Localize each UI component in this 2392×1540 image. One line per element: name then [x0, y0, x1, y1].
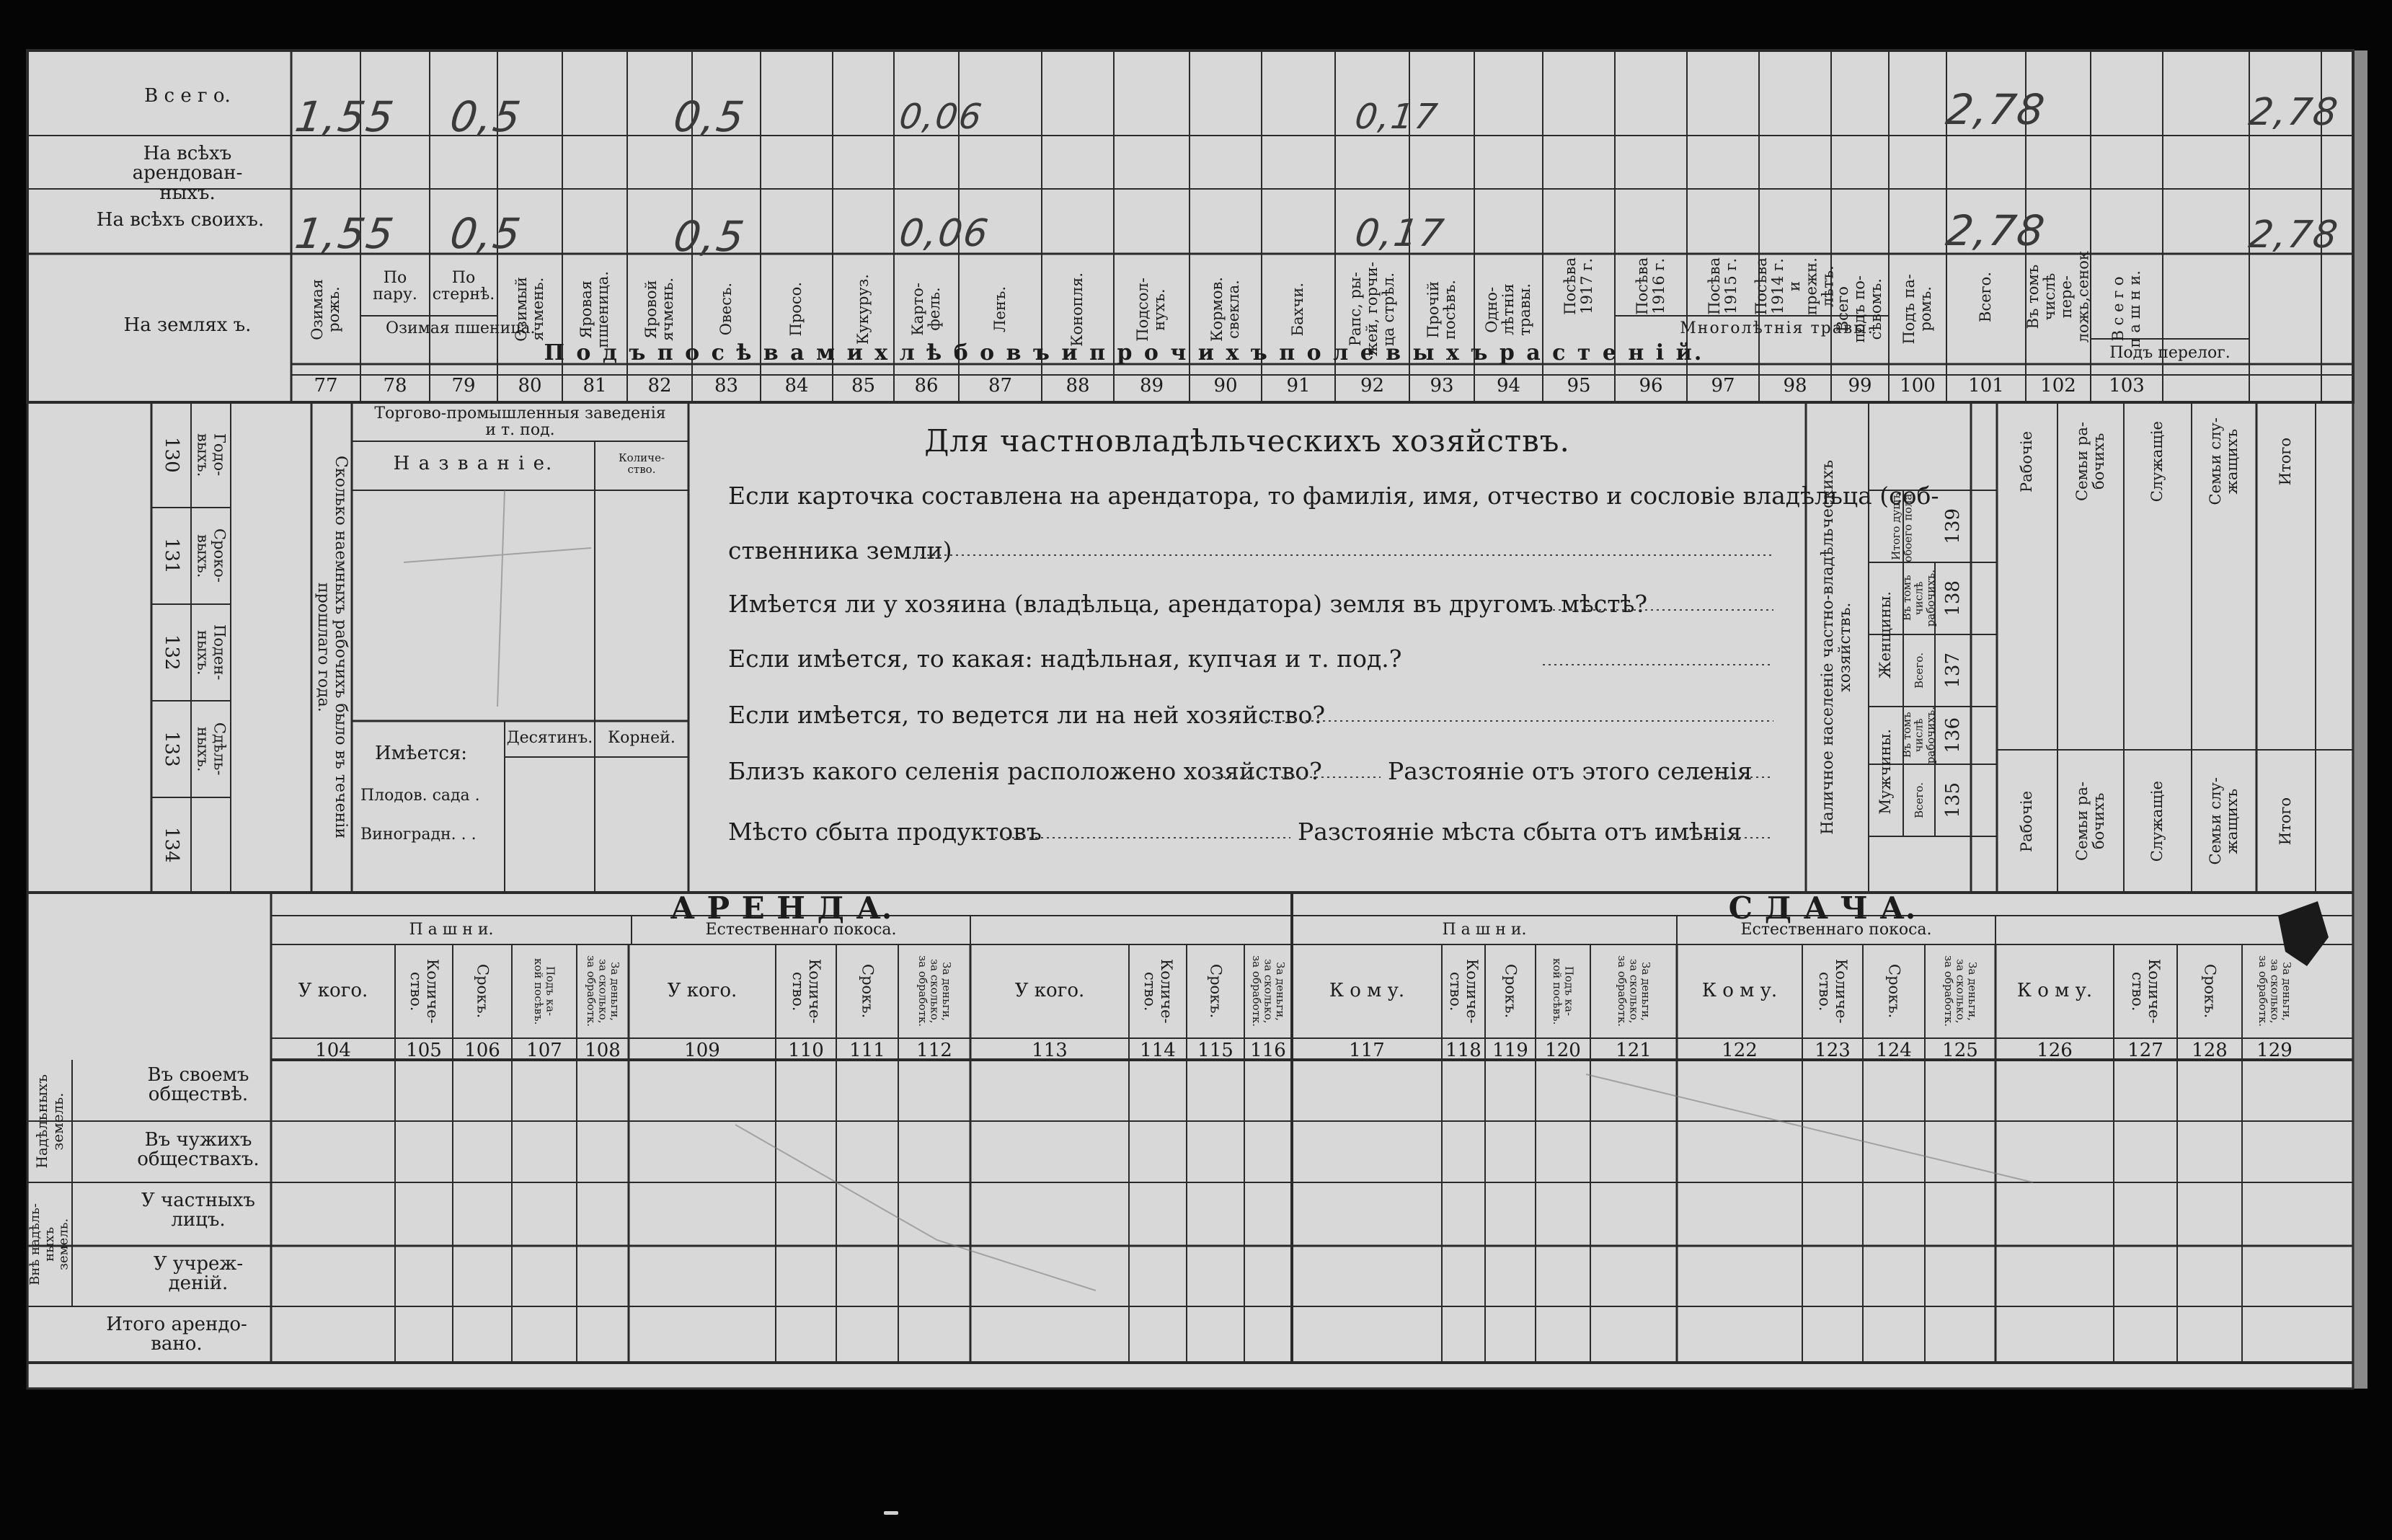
bottom-col-header	[1485, 946, 1536, 1037]
top-col-number: 96	[1639, 375, 1663, 397]
row-label-arendovannykh: На всѣхъ арендован- ныхъ.	[132, 143, 243, 204]
top-col-label: Кормов. свекла.	[1208, 277, 1242, 342]
top-col-label: Просо.	[787, 282, 805, 337]
vinograd-label: Виноградн. . .	[360, 826, 477, 844]
bottom-col-header	[1442, 946, 1485, 1037]
top-col-number: 79	[451, 375, 476, 397]
itogo-dush-label: Итого душъ обоего пола.	[1889, 490, 1914, 562]
bottom-col-header	[898, 946, 970, 1037]
sdacha-title: С Д А Ч А.	[1728, 890, 1917, 926]
bottom-col-label: Срокъ.	[1207, 964, 1225, 1019]
left-col-number: 133	[160, 731, 182, 767]
bottom-col-number: 125	[1942, 1040, 1978, 1061]
hw-vsego-82: 0,5	[670, 92, 749, 141]
bottom-col-label: За деньги, за сколько, за обработк.	[916, 955, 953, 1027]
bottom-col-header	[577, 946, 629, 1037]
col-num-137: 137	[1941, 652, 1964, 689]
top-col-label: Озимый ячмень.	[512, 277, 546, 342]
top-col-label: Озимая рожь.	[308, 278, 342, 340]
row-v-chuzhikh: Въ чужихъ обществахъ.	[137, 1129, 260, 1171]
bottom-col-header	[1677, 946, 1802, 1037]
bottom-col-label: К о м у.	[1701, 980, 1778, 1002]
z-vtom-label: Въ томъ числѣ рабочихъ.	[1900, 570, 1938, 627]
bottom-col-label: Количе- ство.	[1816, 959, 1851, 1024]
bottom-col-label: К о м у.	[1329, 980, 1405, 1002]
bottom-col-header	[2114, 946, 2177, 1037]
top-col-label: По стернѣ.	[432, 268, 495, 304]
top-col-label: Карто- фель.	[908, 283, 943, 336]
bottom-col-number: 106	[464, 1040, 500, 1061]
m-vtom-label: Въ томъ числѣ рабочихъ.	[1900, 707, 1938, 764]
top-col-number: 95	[1567, 375, 1591, 397]
bottom-col-label: Количе- ство.	[1447, 959, 1481, 1024]
bottom-col-label: Количе- ство.	[2129, 959, 2163, 1024]
bottom-col-number: 126	[2037, 1040, 2073, 1061]
bottom-col-number: 108	[585, 1040, 621, 1061]
top-col-label: Подсол- нухъ.	[1134, 277, 1169, 342]
population-title-cell	[1806, 402, 1869, 893]
bottom-col-number: 116	[1250, 1040, 1286, 1061]
right-category-label: Итого	[2277, 797, 2295, 846]
question-market-distance: Разстоянiе мѣста сбыта отъ имѣнiя	[1298, 818, 1742, 846]
pod-perelog-label: Подъ перелог.	[2109, 344, 2231, 362]
top-col-number: 78	[383, 375, 407, 397]
num-138-cell	[1935, 562, 1971, 634]
hw-svoikh-77: 1,55	[292, 209, 398, 258]
bottom-col-label: Подъ ка- кой посѣвъ.	[532, 957, 557, 1025]
bottom-col-label: Количе- ство.	[789, 959, 824, 1024]
bottom-col-number: 128	[2192, 1040, 2228, 1061]
bottom-col-header	[1863, 946, 1925, 1037]
bottom-col-header	[1536, 946, 1590, 1037]
right-category-label: Рабочiе	[2018, 790, 2036, 852]
bottom-col-header	[776, 946, 836, 1037]
right-category-label: Служащiе	[2148, 420, 2166, 503]
row-label-svoikh: На всѣхъ своихъ.	[96, 209, 265, 231]
top-col-number: 85	[851, 375, 876, 397]
hw-svoikh-85: 0,06	[896, 212, 992, 255]
bottom-col-number: 104	[315, 1040, 351, 1061]
z-vtom-cell	[1900, 562, 1938, 634]
bottom-col-header	[395, 946, 453, 1037]
bottom-col-label: У кого.	[667, 980, 737, 1002]
bottom-col-number: 122	[1722, 1040, 1758, 1061]
question-village-distance: Разстоянiе отъ этого селенiя	[1388, 757, 1753, 785]
right-category-cell	[1997, 404, 2057, 519]
bottom-col-number: 127	[2127, 1040, 2163, 1061]
left-col-label: Годо- выхъ.	[194, 433, 229, 477]
bottom-col-label: Срокъ.	[1885, 964, 1903, 1019]
m-vsego-label: Всего.	[1912, 782, 1926, 818]
hw-vsego-85: 0,06	[897, 97, 985, 137]
top-col-label: Кукуруз.	[854, 273, 872, 345]
bottom-col-number: 118	[1445, 1040, 1481, 1061]
top-col-number: 87	[988, 375, 1013, 397]
col-num-135: 135	[1941, 782, 1964, 818]
top-col-label: Ленъ.	[991, 286, 1009, 332]
bottom-col-number: 114	[1140, 1040, 1176, 1061]
top-col-number: 91	[1286, 375, 1311, 397]
row-itogo-arendovano: Итого арендо- вано.	[106, 1314, 247, 1355]
bottom-col-label: Срокъ.	[859, 964, 877, 1019]
imeetsya-label: Имѣется:	[375, 743, 468, 764]
bottom-col-header	[970, 946, 1129, 1037]
pokos-header-sdacha: Естественнаго покоса.	[1740, 921, 1932, 939]
left-col-label: Сроко- выхъ.	[194, 528, 229, 583]
z-vsego-cell	[1903, 634, 1935, 707]
bottom-col-label: Срокъ.	[1502, 964, 1520, 1019]
desyatin-header: Десятинъ.	[506, 729, 593, 747]
top-col-label: Овесъ.	[717, 283, 735, 336]
pashni-header-arenda: П а ш н и.	[409, 921, 494, 939]
top-col-number: 86	[914, 375, 939, 397]
bottom-col-header	[1244, 946, 1292, 1037]
question-owner-cont: ственника земли)	[728, 536, 952, 565]
bottom-col-number: 105	[406, 1040, 442, 1061]
top-col-number: 103	[2109, 375, 2145, 397]
zhenshchiny-label: Женщины.	[1877, 590, 1895, 678]
pashni-header-sdacha: П а ш н и.	[1442, 921, 1527, 939]
row-v-svoem: Въ своемъ обществѣ.	[147, 1064, 249, 1106]
bottom-col-header	[1995, 946, 2114, 1037]
trade-title: Торгово-промышленныя заведенiя и т. под.	[374, 404, 666, 440]
bottom-col-header	[1925, 946, 1995, 1037]
bottom-col-header	[271, 946, 395, 1037]
bottom-col-label: За деньги, за сколько, за обработк.	[584, 955, 621, 1027]
bottom-col-header	[512, 946, 577, 1037]
hw-vsego-103: 2,78	[2246, 91, 2342, 134]
bottom-col-number: 119	[1492, 1040, 1528, 1061]
bottom-col-number: 107	[526, 1040, 562, 1061]
top-col-label: Конопля.	[1068, 272, 1086, 347]
question-farming: Если имѣется, то ведется ли на ней хозяйство?	[728, 701, 1326, 729]
row-label-vsego: В с е г о.	[144, 85, 231, 107]
right-category-cell	[2256, 404, 2316, 519]
right-category-label: Семьи ра- бочихъ	[2073, 422, 2107, 501]
bottom-col-header	[453, 946, 512, 1037]
right-category-cell	[2256, 753, 2316, 890]
private-farms-title: Для частновладѣльческихъ хозяйствъ.	[924, 423, 1570, 459]
arenda-title: А Р Е Н Д А.	[670, 890, 893, 926]
top-col-label: По пару.	[373, 268, 417, 304]
hw-svoikh-99: 2,78	[1943, 206, 2049, 255]
bottom-col-header	[1802, 946, 1863, 1037]
bottom-col-number: 112	[916, 1040, 952, 1061]
zhenshchiny-cell	[1869, 562, 1903, 707]
right-category-label: Рабочiе	[2018, 430, 2036, 492]
top-col-number: 102	[2040, 375, 2076, 397]
hw-svoikh-80: 0,5	[447, 209, 526, 258]
row-u-uchrezhdeniy: У учреж- денiй.	[153, 1253, 244, 1295]
top-col-label: Прочiй посѣвъ.	[1424, 279, 1458, 340]
left-col-label: Поден- ныхъ.	[194, 624, 229, 681]
top-col-number: 100	[1900, 375, 1936, 397]
top-col-number: 81	[583, 375, 607, 397]
left-col-number: 134	[160, 827, 182, 863]
top-col-label: Всего.	[1977, 272, 1995, 322]
hw-vsego-77: 1,55	[292, 92, 398, 141]
bottom-col-header	[629, 946, 776, 1037]
top-col-number: 89	[1139, 375, 1164, 397]
top-col-number: 84	[784, 375, 809, 397]
bottom-col-label: К о м у.	[2016, 980, 2093, 1002]
trade-qty-header: Количе- ство.	[618, 451, 665, 476]
bottom-col-number: 121	[1616, 1040, 1652, 1061]
bottom-col-label: У кого.	[298, 980, 368, 1002]
group-vne-cell	[27, 1182, 72, 1306]
left-col-number: 131	[160, 538, 182, 574]
top-col-number: 77	[314, 375, 338, 397]
top-col-label: Рапс, ры- жей, горчи- ца стрѣл.	[1346, 262, 1398, 357]
top-col-label: Всего подъ по- сѣвомъ.	[1834, 275, 1885, 343]
sad-label: Плодов. сада .	[360, 787, 480, 805]
top-col-number: 88	[1066, 375, 1090, 397]
right-category-cell	[2192, 753, 2256, 890]
num-139-cell	[1935, 490, 1971, 562]
top-col-label: Посѣва 1915 г.	[1705, 257, 1740, 315]
group-vne: Внѣ надѣль- ныхъ земель.	[27, 1203, 71, 1285]
m-vtom-cell	[1900, 707, 1938, 764]
left-col-number: 130	[160, 437, 182, 473]
top-col-number: 93	[1430, 375, 1454, 397]
top-col-number: 97	[1711, 375, 1735, 397]
top-col-number: 98	[1783, 375, 1807, 397]
hw-svoikh-91: 0,17	[1352, 212, 1448, 255]
itogo-dush-cell	[1869, 490, 1935, 562]
bottom-col-label: Количе- ство.	[407, 959, 442, 1024]
top-col-number: 92	[1360, 375, 1385, 397]
bottom-col-number: 124	[1876, 1040, 1912, 1061]
bottom-col-header	[836, 946, 898, 1037]
top-col-label: Одно- лѣтнiя травы.	[1482, 283, 1534, 336]
top-col-label: Яровой ячмень.	[642, 278, 676, 341]
right-category-label: Итого	[2277, 437, 2295, 486]
bottom-col-number: 113	[1032, 1040, 1068, 1061]
hw-svoikh-103: 2,78	[2246, 213, 2342, 257]
top-col-number: 80	[518, 375, 542, 397]
bottom-col-number: 123	[1815, 1040, 1851, 1061]
ozimaya-pshenitsa-label: Озимая пшеница.	[386, 319, 536, 337]
right-category-cell	[2124, 404, 2192, 519]
m-vsego-cell	[1903, 764, 1935, 836]
top-col-label: Бахчи.	[1289, 282, 1307, 337]
hw-vsego-99: 2,78	[1943, 85, 2049, 134]
right-category-label: Семьи слу- жащихъ	[2206, 417, 2241, 505]
bottom-col-label: Срокъ.	[474, 964, 492, 1019]
bottom-col-label: Срокъ.	[2201, 964, 2219, 1019]
left-col-number: 132	[160, 634, 182, 671]
top-col-number: 83	[714, 375, 739, 397]
workers-title: Сколько наемныхъ рабочихъ было въ теченiи прошлаго года.	[314, 456, 350, 839]
muzhchiny-cell	[1869, 707, 1903, 836]
bottom-col-label: За деньги, за сколько, за обработк.	[2256, 955, 2293, 1027]
trade-name-header: Н а з в а н i е.	[393, 453, 554, 474]
bottom-col-header	[1590, 946, 1677, 1037]
num-135-cell	[1935, 764, 1971, 836]
bottom-col-label: За деньги, за сколько, за обработк.	[1615, 955, 1652, 1027]
korney-header: Корней.	[608, 729, 675, 747]
bottom-col-number: 115	[1197, 1040, 1233, 1061]
bottom-col-label: Подъ ка- кой посѣвъ.	[1551, 957, 1576, 1025]
question-other-land: Имѣется ли у хозяина (владѣльца, арендатора) земля въ другомъ мѣстѣ?	[728, 590, 1648, 618]
bottom-col-number: 109	[684, 1040, 720, 1061]
group-nadelnykh-cell	[27, 1060, 72, 1182]
bottom-col-number: 110	[788, 1040, 824, 1061]
bottom-col-header	[1187, 946, 1244, 1037]
hw-vsego-91: 0,17	[1352, 97, 1441, 137]
top-col-number: 90	[1213, 375, 1238, 397]
hw-svoikh-82: 0,5	[670, 212, 749, 261]
population-title: Наличное населенiе частно-владѣльческихъ хозяйствъ.	[1819, 460, 1855, 835]
col-num-136: 136	[1941, 717, 1964, 753]
top-col-number: 82	[647, 375, 672, 397]
bottom-col-header	[1129, 946, 1187, 1037]
question-market: Мѣсто сбыта продуктовъ	[728, 818, 1042, 846]
bottom-col-label: У кого.	[1014, 980, 1085, 1002]
col-num-139: 139	[1941, 508, 1964, 544]
right-category-label: Семьи ра- бочихъ	[2073, 782, 2107, 861]
top-col-number: 101	[1968, 375, 2004, 397]
row-u-chastnykh: У частныхъ лицъ.	[141, 1190, 255, 1231]
right-category-cell	[2124, 753, 2192, 890]
bottom-col-number: 111	[849, 1040, 885, 1061]
num-137-cell	[1935, 634, 1971, 707]
bottom-col-label: Количе- ство.	[1141, 959, 1176, 1024]
right-category-label: Семьи слу- жащихъ	[2206, 777, 2241, 865]
question-village: Близъ какого селенiя расположено хозяйство?	[728, 757, 1322, 785]
top-col-label: Подъ па- ромъ.	[1900, 274, 1934, 345]
right-category-cell	[2192, 404, 2256, 519]
group-nadelnykh: Надѣльныхъ земель.	[33, 1074, 66, 1169]
hw-vsego-80: 0,5	[447, 92, 526, 141]
col-num-138: 138	[1941, 580, 1964, 616]
left-col-label: Сдѣль- ныхъ.	[194, 722, 229, 776]
bottom-col-header	[2242, 946, 2307, 1037]
top-col-label: В с е г о п а ш н и.	[2109, 270, 2143, 348]
right-category-label: Служащiе	[2148, 780, 2166, 862]
top-col-number: 94	[1496, 375, 1521, 397]
right-category-cell	[1997, 753, 2057, 890]
num-136-cell	[1935, 707, 1971, 764]
bottom-col-header	[1292, 946, 1442, 1037]
z-vsego-label: Всего.	[1912, 652, 1926, 689]
muzhchiny-label: Мужчины.	[1877, 728, 1895, 815]
top-col-label: Посѣва 1914 г. и прежн. лѣтъ.	[1753, 257, 1837, 315]
bottom-col-number: 120	[1545, 1040, 1581, 1061]
top-col-label: Яровая пшеница.	[577, 270, 611, 348]
top-col-label: Посѣва 1916 г.	[1633, 257, 1667, 315]
section-banner: П о д ъ п о с ѣ в а м и х л ѣ б о в ъ и п р о ч и х ъ п о л е в ы х ъ р а с т е н i й.	[544, 340, 1704, 366]
question-land-type: Если имѣется, то какая: надѣльная, купчая и т. под.?	[728, 645, 1402, 673]
bottom-col-number: 117	[1349, 1040, 1385, 1061]
bottom-col-label: За деньги, за сколько, за обработк.	[1249, 955, 1287, 1027]
bottom-col-header	[2177, 946, 2242, 1037]
bottom-col-label: За деньги, за сколько, за обработк.	[1941, 955, 1979, 1027]
right-category-cell	[2057, 753, 2124, 890]
top-col-label: Въ томъ числѣ пере- ложь,сенок	[2024, 251, 2092, 343]
question-owner: Если карточка составлена на арендатора, то фамилiя, имя, отчество и сословiе владѣльца (соб-	[728, 482, 1939, 510]
right-category-cell	[2057, 404, 2124, 519]
bottom-col-number: 129	[2256, 1040, 2293, 1061]
pokos-header-arenda: Естественнаго покоса.	[705, 921, 897, 939]
top-col-number: 99	[1848, 375, 1872, 397]
row-label-na-zemlyakh: На землях ъ.	[123, 314, 252, 336]
top-col-label: Посѣва 1917 г.	[1561, 257, 1595, 315]
mnogoletnie-travy-label: Многолѣтнiя травы.	[1680, 319, 1874, 337]
